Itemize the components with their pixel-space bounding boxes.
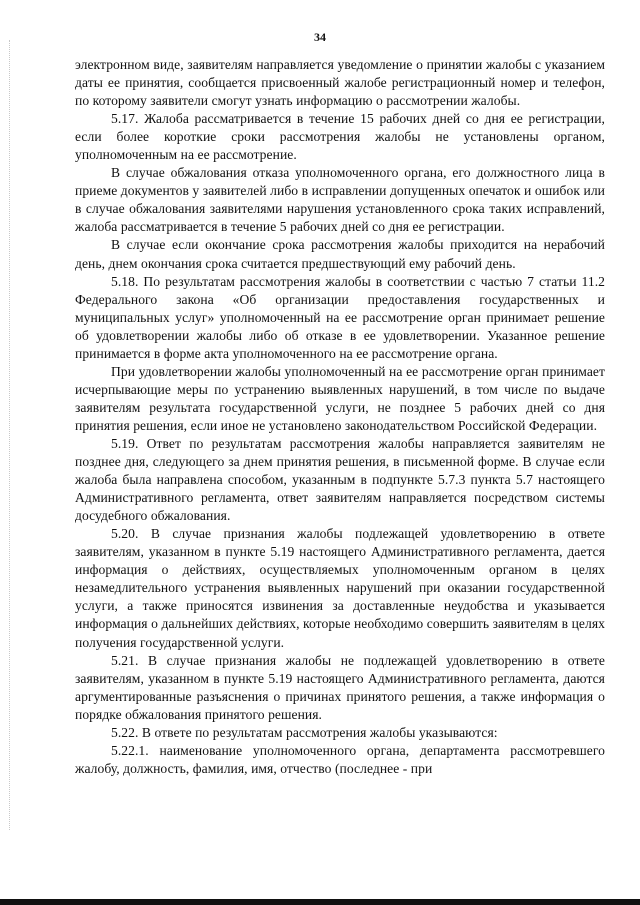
paragraph-5-22: 5.22. В ответе по результатам рассмотрения жалобы указываются: (111, 724, 498, 740)
paragraph-nonworking-day: В случае если окончание срока рассмотрения жалобы приходится на нерабочий день, днем окончания срока считается предшествующий ему рабочий день. (75, 237, 605, 271)
paragraph-5-21: 5.21. В случае признания жалобы не подлежащей удовлетворению в ответе заявителям, указанном в пункте 5.19 настоящего Административного регламента, даются аргументированные разъяснения о причинах принятого решения, а также информация о порядке обжалования принятого решения. (75, 652, 605, 722)
paragraph-satisfaction-measures: При удовлетворении жалобы уполномоченный на ее рассмотрение орган принимает исчерпывающие меры по устранению выявленных нарушений, в том числе по выдаче заявителям результата государственной услуги, не позднее 5 рабочих дней со дня принятия решения, если иное не установлено законодательством Российской Федерации. (75, 363, 605, 433)
paragraph-5-17: 5.17. Жалоба рассматривается в течение 15 рабочих дней со дня ее регистрации, если более короткие сроки рассмотрения жалобы не установлены органом, уполномоченным на ее рассмотрение. (75, 111, 605, 163)
document-body (75, 56, 605, 778)
paragraph-5-19: 5.19. Ответ по результатам рассмотрения жалобы направляется заявителям не позднее дня, следующего за днем принятия решения, в письменной форме. В случае если жалоба была направлена способом, указанным в подпункте 5.7.3 пункта 5.7 настоящего Административного регламента, ответ заявителям направляется посредством системы досудебного обжалования. (75, 435, 605, 524)
paragraph-5-22-1: 5.22.1. наименование уполномоченного органа, департамента рассмотревшего жалобу, должность, фамилия, имя, отчество (последнее - при (75, 742, 605, 776)
page-number: 34 (314, 30, 326, 44)
paragraph-5-20: 5.20. В случае признания жалобы подлежащей удовлетворению в ответе заявителям, указанном в пункте 5.19 настоящего Административного регламента, дается информация о действиях, осуществляемых уполномоченным органом в целях незамедлительного устранения выявленных нарушений при оказании государственной услуги, а также приносятся извинения за доставленные неудобства и указывается информация о дальнейших действиях, которые необходимо совершить заявителям в целях получения государственной услуги. (75, 526, 605, 650)
paragraph-5-18: 5.18. По результатам рассмотрения жалобы в соответствии с частью 7 статьи 11.2 Федерального закона «Об организации предоставления государственных и муниципальных услуг» уполномоченный на ее рассмотрение орган принимает решение об удовлетворении жалобы либо об отказе в ее удовлетворении. Указанное решение принимается в форме акта уполномоченного на ее рассмотрение органа. (75, 273, 605, 361)
margin-line (9, 40, 10, 830)
paragraph-continuation: электронном виде, заявителям направляется уведомление о принятии жалобы с указанием даты ее принятия, сообщается присвоенный жалобе регистрационный номер и телефон, по которому заявители смогут узнать информацию о рассмотрении жалобы. (75, 57, 605, 109)
scan-bottom-edge (0, 899, 640, 905)
paragraph-appeal-refusal: В случае обжалования отказа уполномоченного органа, его должностного лица в приеме документов у заявителей либо в исправлении допущенных опечаток и ошибок или в случае обжалования заявителями нарушения установленного срока таких исправлений, жалоба рассматривается в течение 5 рабочих дней со дня ее регистрации. (75, 165, 605, 235)
